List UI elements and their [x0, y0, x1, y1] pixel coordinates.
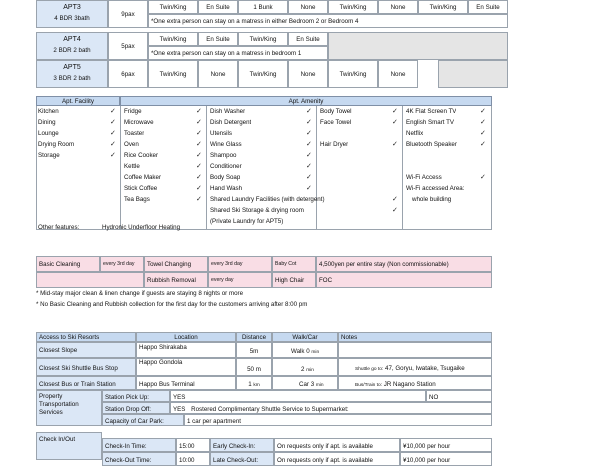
pickup-no: NO — [426, 390, 492, 402]
basic-cleaning-freq: every 3rd day — [100, 256, 144, 272]
capacity-label: Capacity of Car Park: — [102, 414, 184, 426]
shuttle-location: Happo Gondola — [136, 358, 236, 376]
time-unit: min — [311, 350, 320, 355]
check-icon: ✓ — [110, 141, 116, 148]
pickup-label: Station Pick Up: — [102, 390, 170, 402]
bath-type: None — [288, 60, 328, 88]
amenity-item: Body Soap — [210, 174, 241, 181]
amenity-item: Tea Bags — [124, 196, 150, 203]
shuttle-walk — [272, 358, 338, 376]
rubbish-removal-freq: every day — [208, 272, 272, 288]
check-icon: ✓ — [306, 152, 312, 159]
other-features-value: Hydronic Underfloor Heating — [102, 224, 181, 231]
amenity-item: Bluetooth Speaker — [406, 141, 457, 148]
baby-cot-label: Baby Cot — [272, 256, 316, 272]
apt-name-cell — [36, 0, 108, 28]
closest-station-label: Closest Bus or Train Station — [36, 376, 136, 390]
baby-cot-value: 4,500yen per entire stay (Non commissionable) — [316, 256, 492, 272]
checkin-time-value: 15:00 — [176, 438, 210, 452]
bath-type: En Suite — [198, 32, 238, 46]
apt-layout: 2 BDR 2 bath — [53, 47, 91, 55]
apt-name-cell — [36, 60, 108, 88]
access-header: Access to Ski Resorts — [36, 332, 136, 342]
apt-note: *One extra person can stay on a matress in bedroom 1 — [148, 46, 328, 60]
dropoff-note: Rostered Complimentary Shuttle Service to Supermarket: — [191, 406, 349, 413]
bed-type: Twin/King — [418, 0, 468, 14]
shuttle-distance — [236, 358, 272, 376]
cleaning-note: * Mid-stay major clean & linen change if guests are staying 8 nights or more — [36, 290, 244, 297]
empty-cell — [328, 32, 508, 60]
distance-header: Distance — [236, 332, 272, 342]
rubbish-removal-label: Rubbish Removal — [144, 272, 208, 288]
bed-type: 1 Bunk — [238, 0, 288, 14]
check-icon: ✓ — [110, 130, 116, 137]
high-chair-value: FOC — [316, 272, 492, 288]
apt-pax: 5pax — [108, 32, 148, 60]
check-icon: ✓ — [110, 108, 116, 115]
slope-walk — [272, 342, 338, 358]
pickup-value: YES — [170, 390, 426, 402]
amenity-item: Dish Washer — [210, 108, 246, 115]
check-icon: ✓ — [392, 196, 398, 203]
check-icon: ✓ — [196, 130, 202, 137]
slope-notes — [338, 342, 492, 358]
early-checkin-label: Early Check-In: — [210, 438, 274, 452]
capacity-value: 1 car per apartment — [184, 414, 492, 426]
late-checkout-price: ¥10,000 per hour — [400, 452, 492, 466]
slope-location: Happo Shirakaba — [136, 342, 236, 358]
bath-type: None — [378, 0, 418, 14]
amenity-item: Stick Coffee — [124, 185, 158, 192]
notes-label: Bus/Train to: — [355, 383, 383, 388]
amenity-item: (Private Laundry for APT5) — [210, 218, 284, 225]
check-icon: ✓ — [480, 119, 486, 126]
bed-type: Twin/King — [238, 32, 288, 46]
distance-unit: m — [255, 366, 261, 373]
check-icon: ✓ — [196, 163, 202, 170]
apt-pax: 6pax — [108, 60, 148, 88]
amenity-item: Shared Laundry Facilities (with detergent) — [210, 196, 325, 203]
late-checkout-label: Late Check-Out: — [210, 452, 274, 466]
amenity-header: Apt. Amenity — [120, 96, 492, 106]
check-icon: ✓ — [306, 108, 312, 115]
cleaning-table — [36, 256, 492, 288]
amenity-item: Face Towel — [320, 119, 352, 126]
apt-name: APT4 — [63, 36, 81, 43]
amenity-item: Toaster — [124, 130, 145, 137]
amenity-item: Hair Dryer — [320, 141, 349, 148]
facility-item: Lounge — [38, 130, 59, 137]
distance-unit: km — [253, 383, 260, 388]
empty-cell — [36, 272, 144, 288]
bed-type: Twin/King — [328, 60, 378, 88]
location-header: Location — [136, 332, 236, 342]
distance-value: 1 — [248, 381, 252, 388]
check-in-out-label: Check In/Out — [36, 432, 102, 460]
station-notes — [338, 376, 492, 390]
facility-item: Dining — [38, 119, 56, 126]
closest-slope-label: Closest Slope — [36, 342, 136, 358]
time-unit: min — [315, 383, 324, 388]
check-icon: ✓ — [392, 207, 398, 214]
bath-type: None — [378, 60, 418, 88]
amenity-item: Netflix — [406, 130, 424, 137]
check-icon: ✓ — [196, 174, 202, 181]
towel-changing-label: Towel Changing — [144, 256, 208, 272]
late-checkout-note: On requests only if apt. is available — [274, 452, 400, 466]
transport-label-text: Property Transportation Services — [39, 393, 79, 416]
amenity-item: 4K Flat Screen TV — [406, 108, 457, 115]
amenity-item: whole building — [412, 196, 452, 203]
check-icon: ✓ — [480, 130, 486, 137]
amenity-item: Wine Glass — [210, 141, 242, 148]
check-icon: ✓ — [392, 119, 398, 126]
check-icon: ✓ — [392, 141, 398, 148]
facility-item: Drying Room — [38, 141, 75, 148]
bath-type: None — [198, 60, 238, 88]
distance-value: 50 — [247, 366, 254, 373]
bath-type: En Suite — [468, 0, 508, 14]
amenity-item: English Smart TV — [406, 119, 455, 126]
check-icon: ✓ — [306, 141, 312, 148]
check-icon: ✓ — [196, 185, 202, 192]
bath-type: None — [288, 0, 328, 14]
check-icon: ✓ — [306, 174, 312, 181]
check-icon: ✓ — [306, 163, 312, 170]
apartment-table — [36, 0, 576, 88]
walk-time: 2 — [301, 366, 305, 373]
bed-type: Twin/King — [328, 0, 378, 14]
apt-layout: 4 BDR 3bath — [54, 15, 90, 23]
apt-pax: 9pax — [108, 0, 148, 28]
check-icon: ✓ — [110, 119, 116, 126]
amenity-item: Shampoo — [210, 152, 237, 159]
station-walk — [272, 376, 338, 390]
check-icon: ✓ — [480, 108, 486, 115]
check-icon: ✓ — [196, 141, 202, 148]
check-icon: ✓ — [110, 152, 116, 159]
notes-header: Notes — [338, 332, 492, 342]
apt-name-cell — [36, 32, 108, 60]
bath-type: En Suite — [288, 32, 328, 46]
amenity-item: Body Towel — [320, 108, 352, 115]
walk-time: Walk 0 — [291, 348, 310, 355]
basic-cleaning-label: Basic Cleaning — [36, 256, 100, 272]
amenity-item: Wi-Fi accessed Area: — [406, 185, 465, 192]
apt-note: *One extra person can stay on a matress in either Bedroom 2 or Bedroom 4 — [148, 14, 508, 28]
station-location: Happo Bus Terminal — [136, 376, 236, 390]
bed-type: Twin/King — [148, 32, 198, 46]
empty-cell — [438, 60, 508, 88]
check-icon: ✓ — [306, 185, 312, 192]
checkin-time-label: Check-In Time: — [102, 438, 176, 452]
apt-layout: 3 BDR 2 bath — [53, 75, 91, 83]
amenity-item: Microwave — [124, 119, 154, 126]
checkout-time-value: 10:00 — [176, 452, 210, 466]
dropoff-yes: YES — [173, 406, 186, 413]
check-icon: ✓ — [392, 108, 398, 115]
walk-time: Car 3 — [299, 381, 315, 388]
amenity-item: Coffee Maker — [124, 174, 162, 181]
facility-item: Kitchen — [38, 108, 59, 115]
amenity-item: Shared Ski Storage & drying room — [210, 207, 304, 214]
checkout-time-label: Check-Out Time: — [102, 452, 176, 466]
towel-changing-freq: every 3rd day — [208, 256, 272, 272]
amenity-item: Kettle — [124, 163, 140, 170]
slope-distance: 5m — [236, 342, 272, 358]
bed-type: Twin/King — [148, 0, 198, 14]
closest-shuttle-label: Closest Ski Shuttle Bus Stop — [36, 358, 136, 376]
check-icon: ✓ — [196, 152, 202, 159]
apt-name: APT5 — [63, 64, 81, 71]
bed-type: Twin/King — [238, 60, 288, 88]
amenity-item: Wi-Fi Access — [406, 174, 442, 181]
facility-header: Apt. Facility — [36, 96, 120, 106]
shuttle-notes — [338, 358, 492, 376]
cleaning-note: * No Basic Cleaning and Rubbish collection for the first day for the customers arriving after 8:00 pm — [36, 301, 308, 308]
check-icon: ✓ — [480, 141, 486, 148]
check-icon: ✓ — [306, 119, 312, 126]
other-features-label: Other features: — [38, 224, 80, 231]
amenity-item: Hand Wash — [210, 185, 243, 192]
early-checkin-note: On requests only if apt. is available — [274, 438, 400, 452]
check-icon: ✓ — [196, 119, 202, 126]
station-distance — [236, 376, 272, 390]
dropoff-value — [170, 402, 492, 414]
notes-label: Shuttle go to: — [355, 367, 384, 372]
amenity-item: Utensils — [210, 130, 233, 137]
amenity-item: Fridge — [124, 108, 142, 115]
apt-name: APT3 — [63, 4, 81, 11]
bath-type: En Suite — [198, 0, 238, 14]
access-table — [36, 332, 492, 464]
amenity-item: Oven — [124, 141, 139, 148]
notes-value: 47, Goryu, Iwatake, Tsugaike — [385, 365, 465, 372]
early-checkin-price: ¥10,000 per hour — [400, 438, 492, 452]
walk-car-header: Walk/Car — [272, 332, 338, 342]
check-icon: ✓ — [196, 108, 202, 115]
facility-item: Storage — [38, 152, 60, 159]
transport-label — [36, 390, 102, 426]
time-unit: min — [306, 368, 314, 373]
check-icon: ✓ — [306, 130, 312, 137]
dropoff-label: Station Drop Off: — [102, 402, 170, 414]
facility-table — [36, 96, 492, 236]
amenity-item: Rice Cooker — [124, 152, 159, 159]
check-icon: ✓ — [196, 196, 202, 203]
check-icon: ✓ — [480, 174, 486, 181]
bed-type: Twin/King — [148, 60, 198, 88]
amenity-item: Dish Detergent — [210, 119, 252, 126]
amenity-item: Conditioner — [210, 163, 242, 170]
notes-value: JR Nagano Station — [383, 381, 436, 388]
high-chair-label: High Chair — [272, 272, 316, 288]
